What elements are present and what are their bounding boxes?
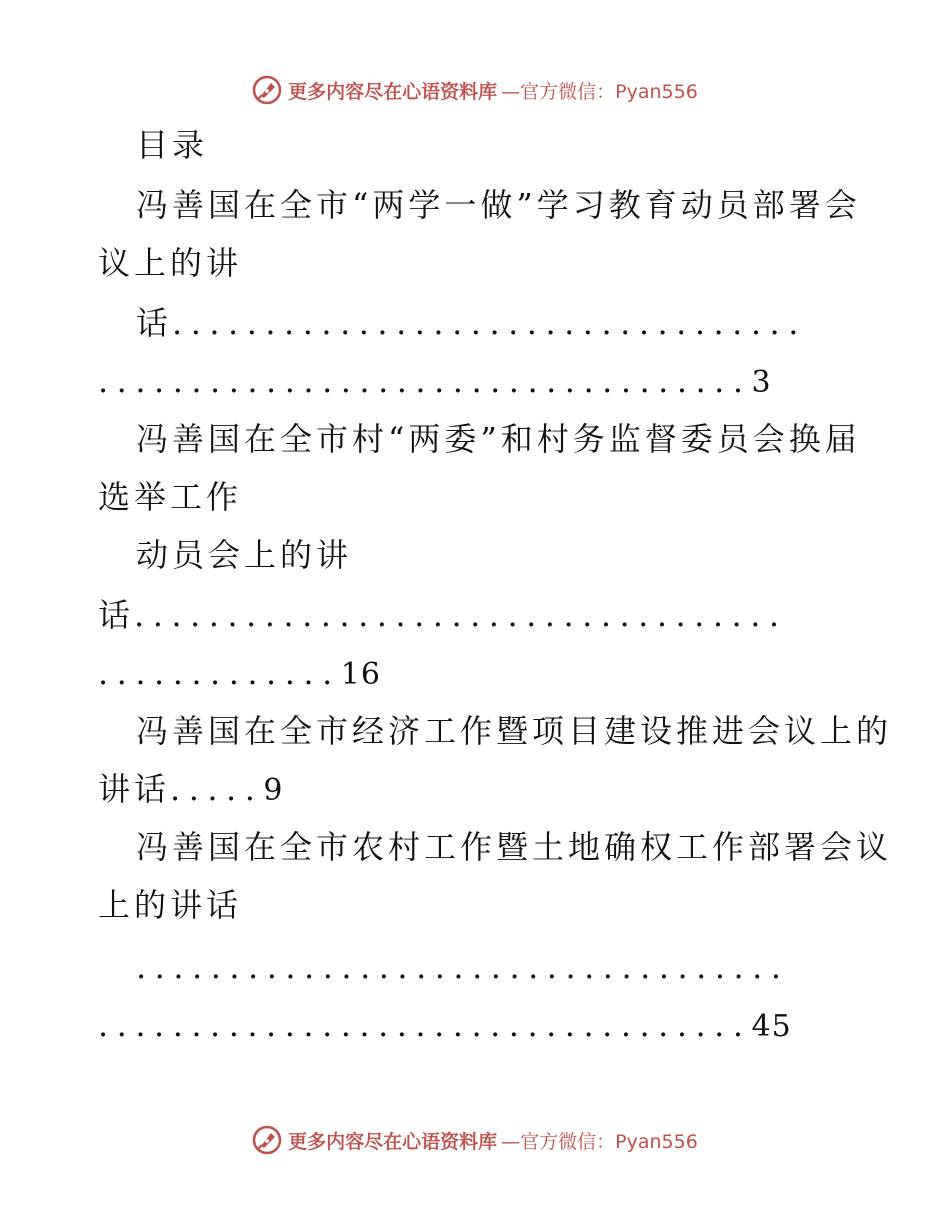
footer-banner xyxy=(0,1120,950,1160)
pen-nib-logo-icon xyxy=(252,1125,282,1155)
toc-entry-tail: 话 xyxy=(136,304,173,342)
leader-dots: ................................... xyxy=(98,1006,752,1044)
toc-entry-title-line: 冯善国在全市“两学一做”学习教育动员部署会 xyxy=(136,186,861,224)
toc-entry-title-line: 动员会上的讲 xyxy=(136,536,353,574)
toc-entry-title-line: 冯善国在全市农村工作暨土地确权工作部署会议 xyxy=(136,828,893,866)
header-banner xyxy=(0,70,950,110)
toc-entry-title-line: 上的讲话 xyxy=(98,886,243,924)
banner-text: 更多内容尽在心语资料库 xyxy=(288,1130,498,1153)
toc-entry-leader-line xyxy=(98,648,381,698)
leader-dots: ............. xyxy=(98,654,341,692)
toc-entry-leader-line[interactable] xyxy=(136,942,790,992)
leader-dots: ................................... xyxy=(98,362,752,400)
toc-entry-title-line: 冯善国在全市村“两委”和村务监督委员会换届 xyxy=(136,420,861,458)
page-number: 45 xyxy=(751,1009,792,1044)
banner-contact: —官方微信：Pyan556 xyxy=(501,1130,698,1153)
leader-dots: ................................... xyxy=(136,948,790,986)
pen-nib-logo-icon xyxy=(252,75,282,105)
banner-contact: —官方微信：Pyan556 xyxy=(501,80,698,103)
toc-entry-tail: 讲话 xyxy=(98,770,171,808)
toc-entry-tail: 话 xyxy=(98,596,135,634)
toc-entry-link[interactable] xyxy=(136,298,807,348)
toc-entry-title-line: 议上的讲 xyxy=(98,244,243,282)
toc-entry-link[interactable] xyxy=(98,764,283,814)
toc-entry-link[interactable] xyxy=(98,590,788,640)
toc-entry-title-line: 冯善国在全市经济工作暨项目建设推进会议上的 xyxy=(136,712,893,750)
toc-entry-leader-line xyxy=(98,356,772,406)
page-number: 3 xyxy=(751,365,772,400)
toc-heading: 目录 xyxy=(136,126,209,164)
page-number: 16 xyxy=(340,657,381,692)
leader-dots: .................................. xyxy=(172,304,807,342)
leader-dots: ..... xyxy=(170,770,264,808)
toc-entry-leader-line xyxy=(98,1000,792,1050)
banner-text: 更多内容尽在心语资料库 xyxy=(288,80,498,103)
leader-dots: ................................... xyxy=(134,596,788,634)
page-number: 9 xyxy=(263,773,284,808)
toc-entry-title-line: 选举工作 xyxy=(98,478,243,516)
